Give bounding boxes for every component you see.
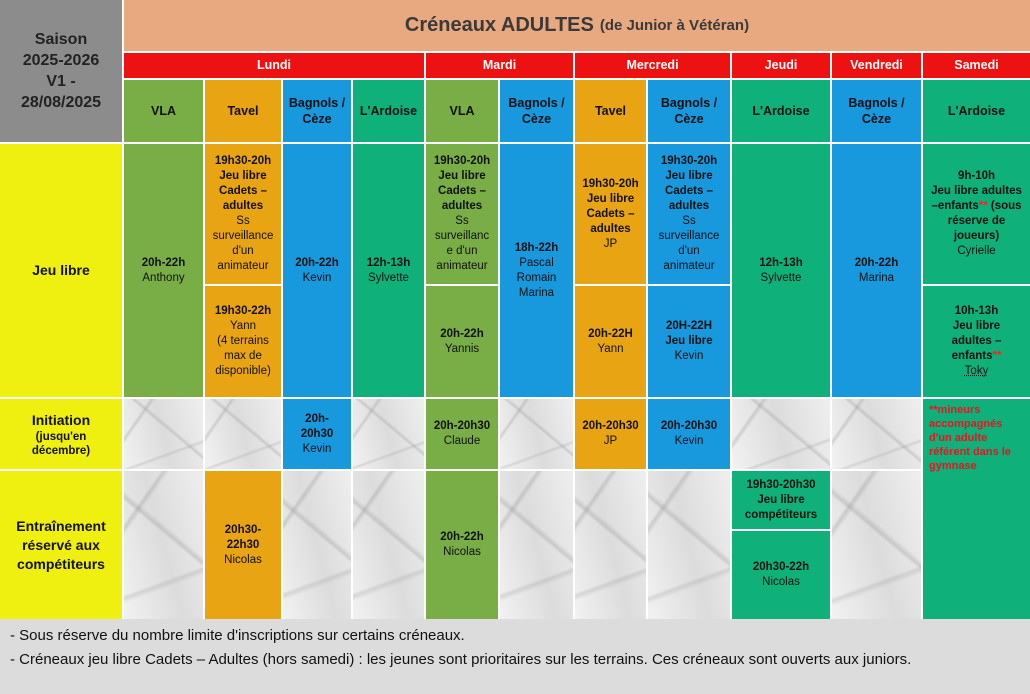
empty-cell — [832, 399, 921, 469]
slot-tue-vla-entrainement: 20h-22h Nicolas — [426, 471, 498, 619]
day-header-saturday: Samedi — [923, 53, 1030, 78]
venue-header-mon-bagnols: Bagnols / Cèze — [283, 80, 351, 142]
slot-wed-tavel-jeu-libre-cadets: 19h30-20h Jeu libre Cadets – adultes JP — [575, 144, 646, 284]
page-title — [124, 0, 1030, 51]
empty-cell — [353, 471, 424, 619]
slot-fri-bagnols-jeu-libre: 20h-22h Marina — [832, 144, 921, 397]
slot-thu-ardoise-jeu-libre: 12h-13h Sylvette — [732, 144, 830, 397]
empty-cell — [500, 471, 573, 619]
slot-wed-bagnols-initiation: 20h-20h30 Kevin — [648, 399, 730, 469]
empty-cell — [575, 471, 646, 619]
slot-wed-bagnols-jeu-libre-cadets: 19h30-20h Jeu libre Cadets – adultes Ss surveillance d'un animateur — [648, 144, 730, 284]
slot-mon-tavel-jeu-libre-yann: 19h30-22h Yann (4 terrains max de disponible) — [205, 286, 281, 397]
day-header-thursday: Jeudi — [732, 53, 830, 78]
slot-wed-bagnols-jeu-libre-kevin: 20H-22H Jeu libre Kevin — [648, 286, 730, 397]
row-header-jeu-libre: Jeu libre — [0, 144, 122, 397]
slot-tue-vla-jeu-libre-cadets: 19h30-20h Jeu libre Cadets – adultes Ss surveillanc e d'un animateur — [426, 144, 498, 284]
season-version: V1 - — [46, 73, 76, 90]
day-header-monday: Lundi — [124, 53, 424, 78]
slot-mon-vla-jeu-libre: 20h-22h Anthony — [124, 144, 203, 397]
empty-cell — [832, 471, 921, 619]
footer-notes — [0, 619, 1030, 694]
slot-thu-ardoise-jeu-libre-competiteurs: 19h30-20h30 Jeu libre compétiteurs — [732, 471, 830, 529]
row-header-initiation: Initiation (jusqu'en décembre) — [0, 399, 122, 469]
season-years: 2025-2026 — [22, 52, 100, 69]
slot-wed-tavel-initiation: 20h-20h30 JP — [575, 399, 646, 469]
empty-cell — [732, 399, 830, 469]
empty-cell — [283, 471, 351, 619]
venue-header-mon-tavel: Tavel — [205, 80, 281, 142]
empty-cell — [353, 399, 424, 469]
empty-cell — [124, 471, 203, 619]
empty-cell — [124, 399, 203, 469]
venue-header-mon-vla: VLA — [124, 80, 203, 142]
footer-note-2: - Créneaux jeu libre Cadets – Adultes (hors samedi) : les jeunes sont prioritaires sur les terrains. Ces créneaux sont ouverts aux juniors. — [10, 651, 912, 668]
day-header-tuesday: Mardi — [426, 53, 573, 78]
slot-tue-vla-jeu-libre-yannis: 20h-22h Yannis — [426, 286, 498, 397]
empty-cell — [205, 399, 281, 469]
season-box — [0, 0, 122, 142]
venue-header-tue-bagnols: Bagnols / Cèze — [500, 80, 573, 142]
venue-header-mon-ardoise: L'Ardoise — [353, 80, 424, 142]
slot-mon-tavel-entrainement: 20h30- 22h30 Nicolas — [205, 471, 281, 619]
slot-tue-bagnols-jeu-libre: 18h-22h Pascal Romain Marina — [500, 144, 573, 397]
venue-header-wed-bagnols: Bagnols / Cèze — [648, 80, 730, 142]
season-label: Saison — [34, 31, 88, 48]
title-sub: (de Junior à Vétéran) — [599, 17, 750, 34]
venue-header-thu-ardoise: L'Ardoise — [732, 80, 830, 142]
slot-mon-bagnols-initiation: 20h- 20h30 Kevin — [283, 399, 351, 469]
slot-mon-bagnols-jeu-libre: 20h-22h Kevin — [283, 144, 351, 397]
day-header-friday: Vendredi — [832, 53, 921, 78]
slot-tue-vla-initiation: 20h-20h30 Claude — [426, 399, 498, 469]
slot-sat-ardoise-jeu-libre-toky: 10h-13h Jeu libre adultes – enfants** Toky — [923, 286, 1030, 397]
footer-note-1: - Sous réserve du nombre limite d'inscriptions sur certains créneaux. — [10, 627, 465, 644]
season-date: 28/08/2025 — [20, 94, 102, 111]
venue-header-wed-tavel: Tavel — [575, 80, 646, 142]
venue-header-sat-ardoise: L'Ardoise — [923, 80, 1030, 142]
slot-thu-ardoise-entrainement: 20h30-22h Nicolas — [732, 531, 830, 619]
slot-sat-ardoise-jeu-libre-cyrielle: 9h-10h Jeu libre adultes –enfants** (sous réserve de joueurs) Cyrielle — [923, 144, 1030, 284]
row-header-entrainement: Entraînement réservé aux compétiteurs — [0, 471, 122, 619]
slot-mon-ardoise-jeu-libre: 12h-13h Sylvette — [353, 144, 424, 397]
day-header-wednesday: Mercredi — [575, 53, 730, 78]
saturday-minors-note: **mineurs accompagnés d'un adulte référent dans le gymnase — [923, 399, 1030, 619]
slot-mon-tavel-jeu-libre-cadets: 19h30-20h Jeu libre Cadets – adultes Ss surveillance d'un animateur — [205, 144, 281, 284]
venue-header-tue-vla: VLA — [426, 80, 498, 142]
slot-wed-tavel-jeu-libre-yann: 20h-22H Yann — [575, 286, 646, 397]
venue-header-fri-bagnols: Bagnols / Cèze — [832, 80, 921, 142]
empty-cell — [648, 471, 730, 619]
empty-cell — [500, 399, 573, 469]
title-main: Créneaux ADULTES — [404, 14, 594, 36]
